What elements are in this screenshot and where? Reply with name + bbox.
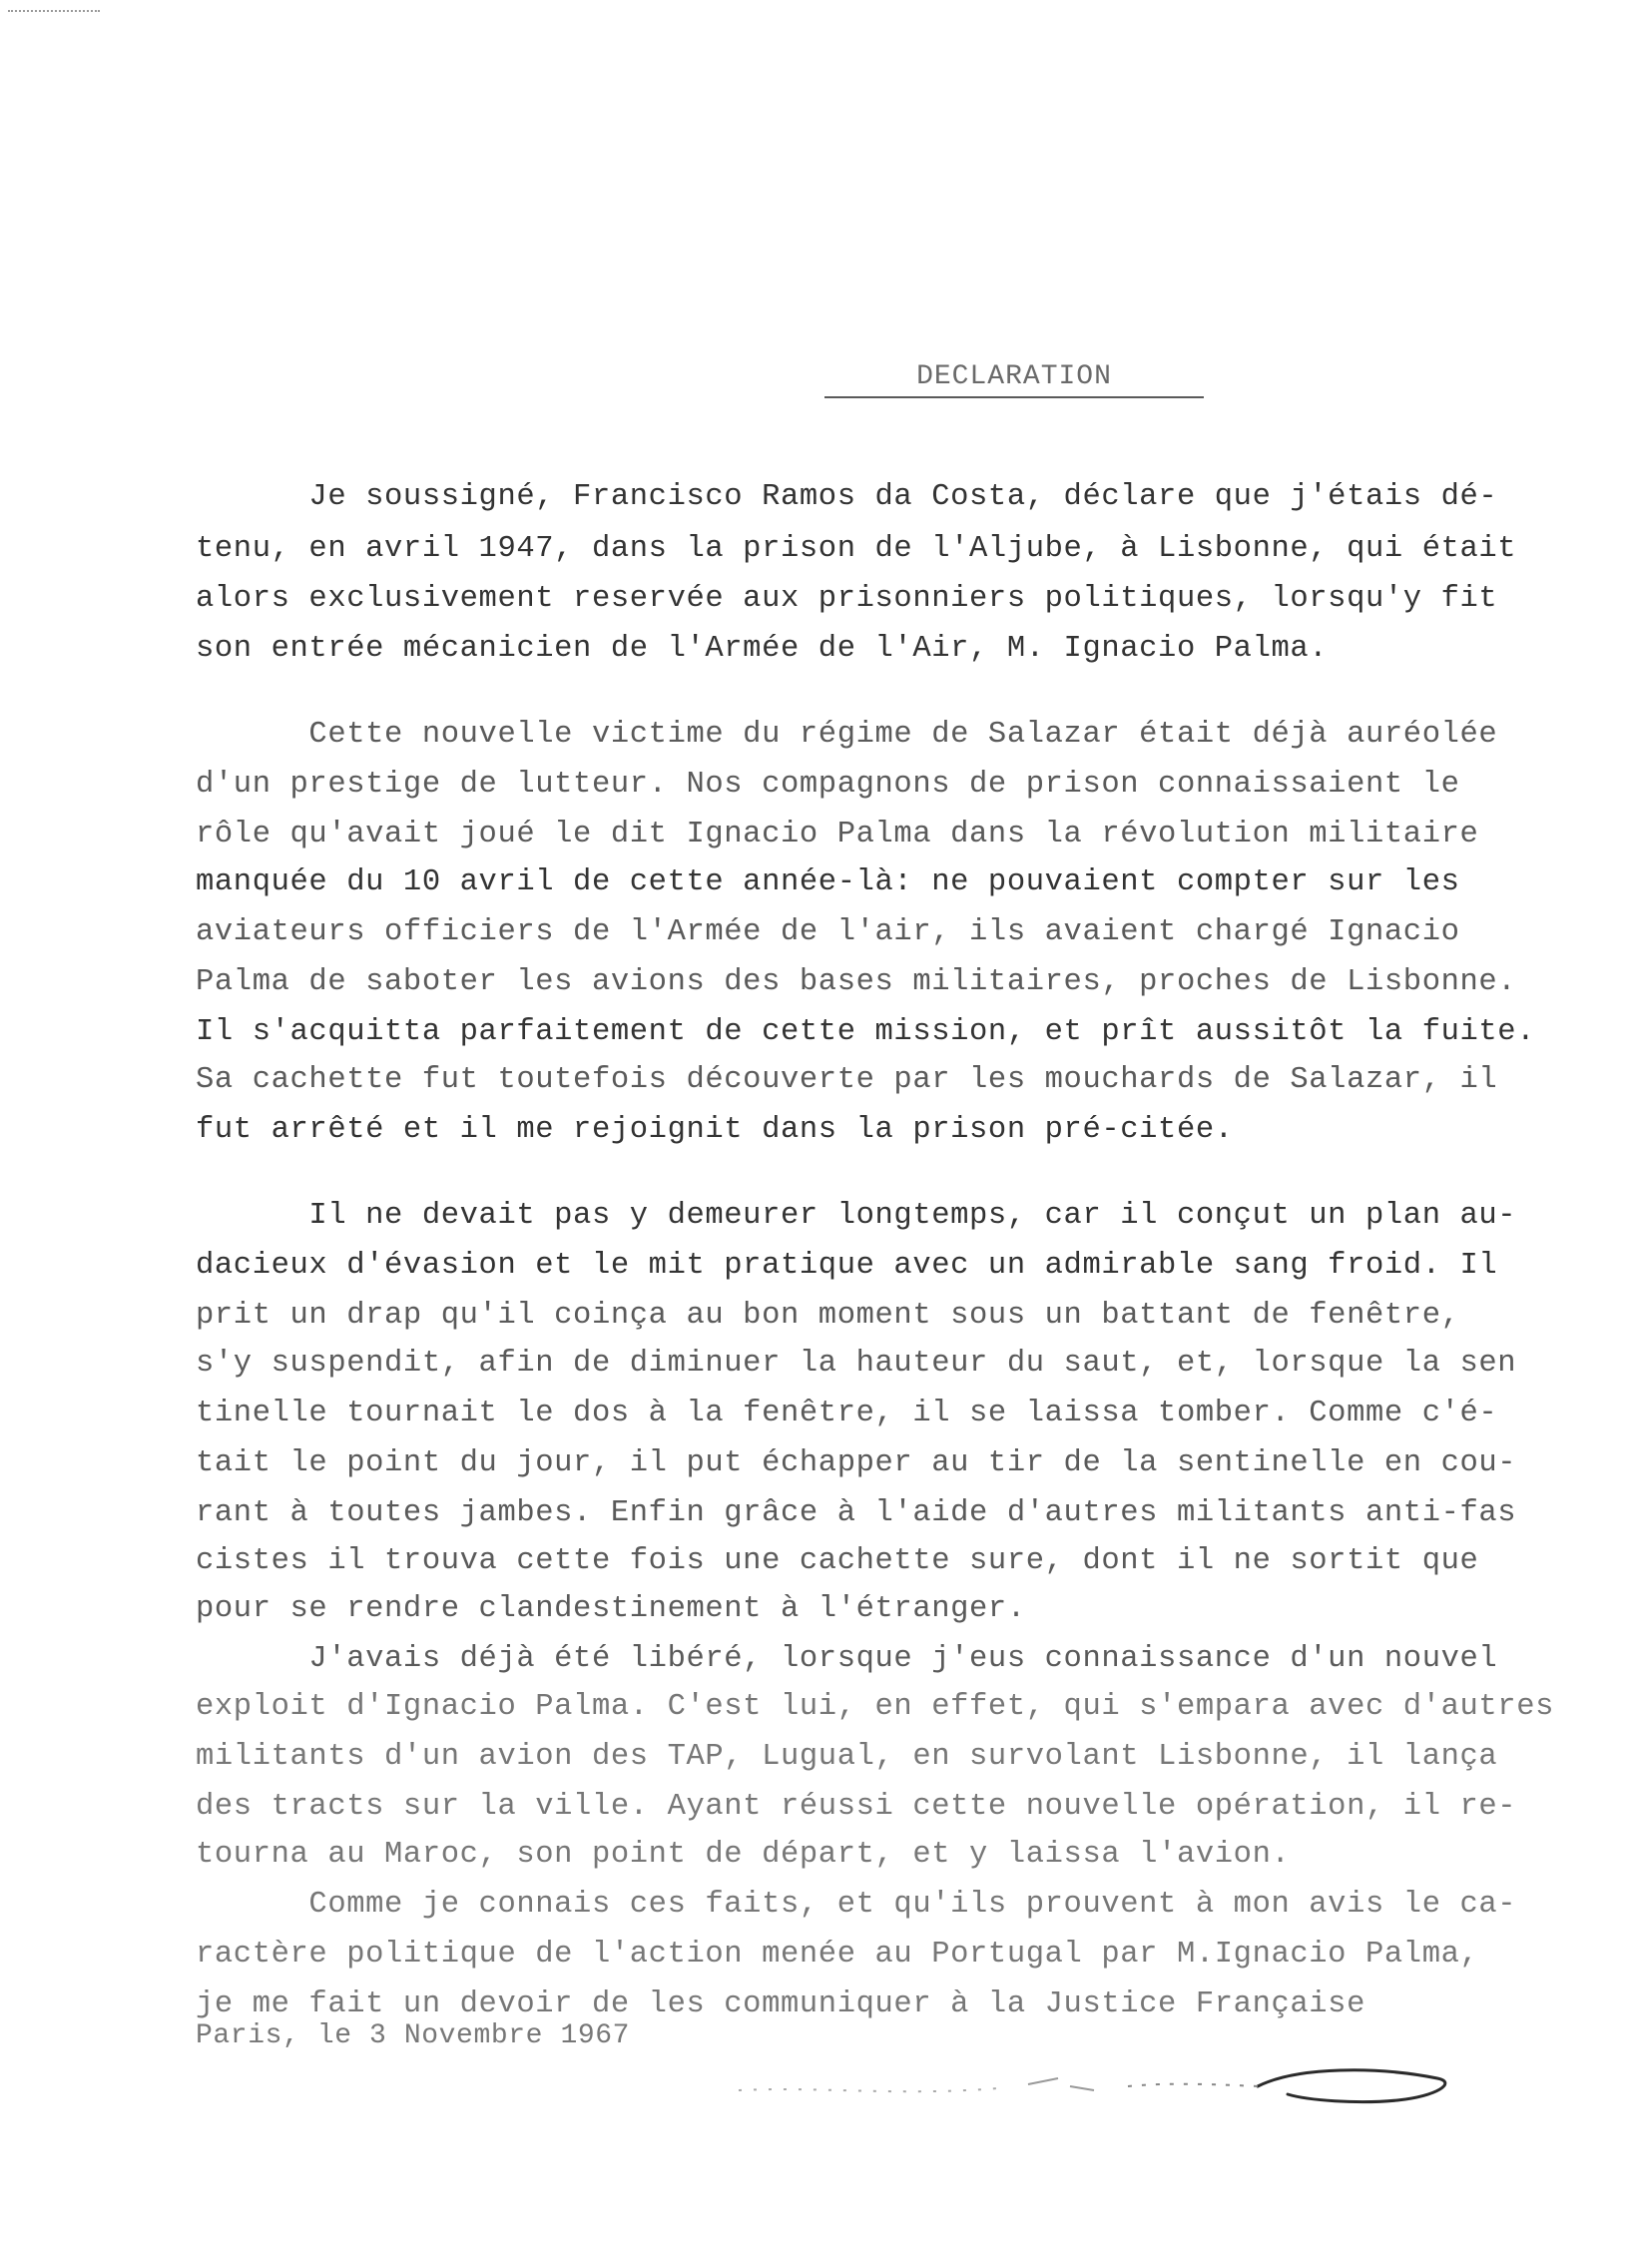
- text-line-22: rant à toutes jambes. Enfin grâce à l'aide d'autres militants anti-fas: [196, 1496, 1517, 1530]
- text-line-16: Il ne devait pas y demeurer longtemps, car il conçut un plan au-: [196, 1199, 1517, 1233]
- text-line-6: Cette nouvelle victime du régime de Salazar était déjà auréolée: [196, 718, 1498, 752]
- text-line-32: je me fait un devoir de les communiquer à la Justice Française: [196, 1987, 1365, 2021]
- text-line-25: J'avais déjà été libéré, lorsque j'eus connaissance d'un nouvel: [196, 1642, 1498, 1676]
- text-line-11: Palma de saboter les avions des bases militaires, proches de Lisbonne.: [196, 965, 1517, 999]
- text-line-12: Il s'acquitta parfaitement de cette mission, et prît aussitôt la fuite.: [196, 1015, 1536, 1049]
- text-line-13: Sa cachette fut toutefois découverte par les mouchards de Salazar, il: [196, 1063, 1498, 1097]
- text-line-14: fut arrêté et il me rejoignit dans la prison pré-citée.: [196, 1113, 1234, 1147]
- text-line-1: Je soussigné, Francisco Ramos da Costa, déclare que j'étais dé-: [196, 480, 1498, 514]
- text-line-9: manquée du 10 avril de cette année-là: ne pouvaient compter sur les: [196, 865, 1460, 899]
- text-line-19: s'y suspendit, afin de diminuer la hauteur du saut, et, lorsque la sen: [196, 1347, 1517, 1381]
- text-line-20: tinelle tournait le dos à la fenêtre, il se laissa tomber. Comme c'é-: [196, 1397, 1498, 1430]
- text-line-21: tait le point du jour, il put échapper au tir de la sentinelle en cou-: [196, 1446, 1517, 1480]
- text-line-17: dacieux d'évasion et le mit pratique avec un admirable sang froid. Il: [196, 1249, 1498, 1283]
- document-title: DECLARATION: [824, 361, 1204, 398]
- text-line-27: militants d'un avion des TAP, Lugual, en survolant Lisbonne, il lança: [196, 1740, 1498, 1774]
- text-line-2: tenu, en avril 1947, dans la prison de l'Aljube, à Lisbonne, qui était: [196, 532, 1517, 566]
- signature: [699, 2026, 1477, 2156]
- text-line-10: aviateurs officiers de l'Armée de l'air, ils avaient chargé Ignacio: [196, 915, 1460, 949]
- text-line-28: des tracts sur la ville. Ayant réussi cette nouvelle opération, il re-: [196, 1790, 1517, 1824]
- text-line-23: cistes il trouva cette fois une cachette sure, dont il ne sortit que: [196, 1544, 1479, 1578]
- text-line-26: exploit d'Ignacio Palma. C'est lui, en effet, qui s'empara avec d'autres: [196, 1690, 1555, 1724]
- date-line: Paris, le 3 Novembre 1967: [196, 2020, 631, 2051]
- text-line-4: son entrée mécanicien de l'Armée de l'Air, M. Ignacio Palma.: [196, 632, 1329, 666]
- text-line-3: alors exclusivement reservée aux prisonniers politiques, lorsqu'y fit: [196, 582, 1498, 616]
- text-line-31: ractère politique de l'action menée au Portugal par M.Ignacio Palma,: [196, 1938, 1479, 1972]
- text-line-30: Comme je connais ces faits, et qu'ils prouvent à mon avis le ca-: [196, 1888, 1517, 1922]
- text-line-18: prit un drap qu'il coinça au bon moment sous un battant de fenêtre,: [196, 1299, 1460, 1333]
- text-line-8: rôle qu'avait joué le dit Ignacio Palma dans la révolution militaire: [196, 818, 1479, 851]
- text-line-7: d'un prestige de lutteur. Nos compagnons de prison connaissaient le: [196, 768, 1460, 802]
- text-line-24: pour se rendre clandestinement à l'étranger.: [196, 1592, 1026, 1626]
- corner-mark: [8, 10, 100, 12]
- text-line-29: tourna au Maroc, son point de départ, et y laissa l'avion.: [196, 1838, 1291, 1872]
